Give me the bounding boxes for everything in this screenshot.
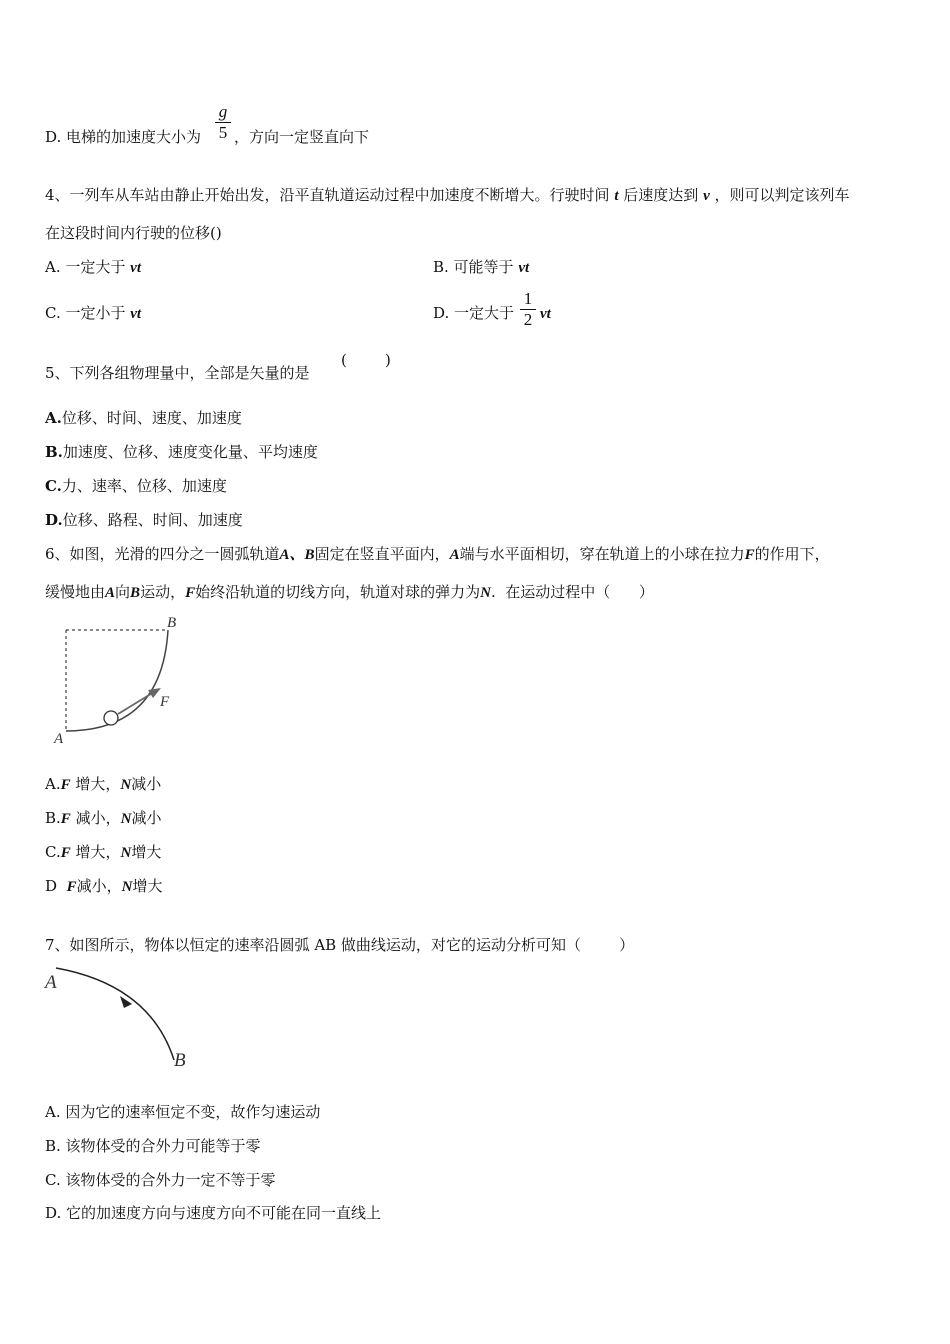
label-a: A bbox=[45, 972, 57, 993]
q5-answer-paren: ( ) bbox=[341, 351, 391, 369]
q6-stem-line1: 6、如图，光滑的四分之一圆弧轨道A、B固定在竖直平面内，A端与水平面相切，穿在轨道上的小球在拉力F的作用下， bbox=[45, 545, 830, 563]
label-f: F bbox=[160, 694, 170, 710]
q4-option-d: D. 一定大于 bbox=[433, 304, 515, 322]
q5-option-c: C.力、速率、位移、加速度 bbox=[45, 477, 227, 495]
fraction-numerator: g bbox=[218, 102, 228, 121]
q4-stem-line1: 4、一列车从车站由静止开始出发，沿平直轨道运动过程中加速度不断增大。行驶时间 t 后速度达到 v ，则可以判定该列车 bbox=[45, 186, 850, 204]
ball bbox=[104, 711, 118, 725]
q4-option-d-vt: vt bbox=[540, 306, 551, 322]
q7-option-d: D. 它的加速度方向与速度方向不可能在同一直线上 bbox=[45, 1204, 382, 1222]
q5-option-d: D.位移、路程、时间、加速度 bbox=[45, 511, 243, 529]
q6-figure bbox=[50, 612, 190, 748]
force-arrow bbox=[118, 692, 154, 714]
q7-option-c: C. 该物体受的合外力一定不等于零 bbox=[45, 1171, 276, 1189]
fraction-denominator: 5 bbox=[218, 123, 228, 142]
q7-figure bbox=[40, 960, 200, 1075]
var-v: v bbox=[703, 188, 710, 204]
q4-option-a: A. 一定大于 vt bbox=[45, 258, 141, 276]
var-t: t bbox=[614, 188, 619, 204]
q4-option-c: C. 一定小于 vt bbox=[45, 304, 142, 322]
q5-stem: 5、下列各组物理量中，全部是矢量的是 bbox=[45, 364, 310, 382]
arc-ab bbox=[56, 968, 174, 1060]
q5-option-b: B.加速度、位移、速度变化量、平均速度 bbox=[45, 443, 318, 461]
fraction-numerator: 1 bbox=[523, 289, 533, 308]
q7-option-b: B. 该物体受的合外力可能等于零 bbox=[45, 1137, 261, 1155]
q3-option-d bbox=[45, 127, 201, 147]
q7-option-a: A. 因为它的速率恒定不变，故作匀速运动 bbox=[45, 1103, 321, 1121]
q4-stem-line2: 在这段时间内行驶的位移() bbox=[45, 224, 222, 242]
fraction-denominator: 2 bbox=[523, 310, 533, 329]
q3-option-d-text: D. 电梯的加速度大小为 bbox=[45, 128, 202, 146]
q3-fraction bbox=[215, 103, 231, 142]
q4-fraction bbox=[520, 290, 536, 329]
q3-option-d-tail: ，方向一定竖直向下 bbox=[234, 128, 370, 146]
label-a: A bbox=[54, 731, 64, 747]
label-b: B bbox=[174, 1050, 186, 1071]
q4-option-b: B. 可能等于 vt bbox=[433, 258, 530, 276]
q7-stem: 7、如图所示，物体以恒定的速率沿圆弧 AB 做曲线运动，对它的运动分析可知（ ） bbox=[45, 936, 635, 954]
q6-stem-line2: 缓慢地由A向B运动，F始终沿轨道的切线方向，轨道对球的弹力为N. 在运动过程中（ ） bbox=[45, 583, 654, 601]
q6-option-a: A.F 增大，N减小 bbox=[45, 775, 162, 793]
q6-option-b: B.F 减小，N减小 bbox=[45, 809, 162, 827]
q5-option-a: A.位移、时间、速度、加速度 bbox=[45, 409, 242, 427]
q6-option-d: D F减小，N增大 bbox=[45, 877, 163, 895]
q6-option-c: C.F 增大，N增大 bbox=[45, 843, 162, 861]
label-b: B bbox=[167, 615, 177, 631]
